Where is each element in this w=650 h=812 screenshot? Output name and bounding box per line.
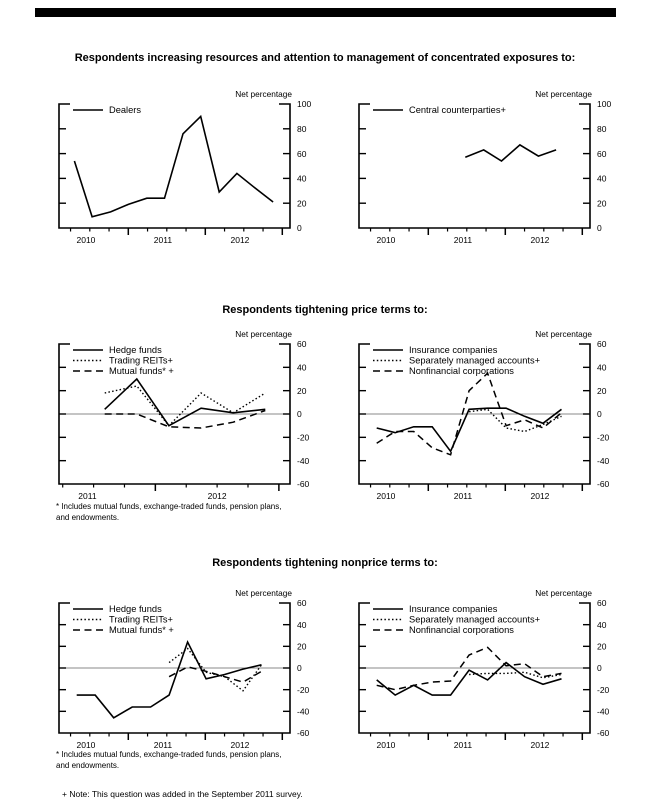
svg-text:2012: 2012 <box>530 740 550 750</box>
series-line <box>169 667 261 682</box>
svg-text:0: 0 <box>297 409 302 420</box>
footnote-line: * Includes mutual funds, exchange-traded funds, pension plans, <box>56 502 282 511</box>
svg-text:2012: 2012 <box>230 740 250 750</box>
svg-text:2011: 2011 <box>453 235 473 245</box>
footnote-line: and endowments. <box>56 761 120 770</box>
svg-text:-20: -20 <box>297 684 310 695</box>
svg-text:Insurance companies: Insurance companies <box>409 604 498 615</box>
svg-text:2012: 2012 <box>530 491 550 501</box>
svg-text:0: 0 <box>597 223 602 234</box>
svg-text:Net percentage: Net percentage <box>235 588 292 598</box>
series-line <box>377 663 562 696</box>
svg-text:Hedge funds: Hedge funds <box>109 345 162 356</box>
svg-text:40: 40 <box>297 362 307 373</box>
svg-text:2010: 2010 <box>76 740 96 750</box>
svg-text:-20: -20 <box>597 432 610 443</box>
svg-text:Separately managed accounts+: Separately managed accounts+ <box>409 614 541 625</box>
svg-text:40: 40 <box>597 362 607 373</box>
footnote-line: and endowments. <box>56 513 120 522</box>
svg-text:-60: -60 <box>597 728 610 739</box>
svg-text:Nonfinancial corporations: Nonfinancial corporations <box>409 366 514 377</box>
chart-price-terms-institutions <box>359 329 610 501</box>
svg-text:0: 0 <box>297 663 302 674</box>
svg-text:2011: 2011 <box>453 491 473 501</box>
note-september-2011-survey: + Note: This question was added in the September 2011 survey. <box>62 789 303 799</box>
svg-text:0: 0 <box>597 663 602 674</box>
svg-text:2010: 2010 <box>76 235 96 245</box>
svg-text:100: 100 <box>297 99 312 110</box>
svg-text:Trading REITs+: Trading REITs+ <box>109 355 173 366</box>
svg-text:Separately managed accounts+: Separately managed accounts+ <box>409 355 541 366</box>
svg-text:2010: 2010 <box>376 491 396 501</box>
svg-text:2010: 2010 <box>376 740 396 750</box>
svg-text:-40: -40 <box>297 706 310 717</box>
svg-text:Mutual funds* +: Mutual funds* + <box>109 625 174 636</box>
footnote-price-terms <box>56 501 281 523</box>
svg-text:Dealers: Dealers <box>109 105 142 116</box>
svg-text:60: 60 <box>297 339 307 350</box>
chart-concentrated-exposures-dealers <box>59 89 311 245</box>
svg-text:-60: -60 <box>297 728 310 739</box>
svg-text:Net percentage: Net percentage <box>235 89 292 99</box>
svg-text:60: 60 <box>297 148 307 159</box>
svg-text:Net percentage: Net percentage <box>535 329 592 339</box>
svg-text:2011: 2011 <box>153 740 173 750</box>
svg-text:40: 40 <box>297 173 307 184</box>
svg-text:20: 20 <box>297 641 307 652</box>
svg-text:Insurance companies: Insurance companies <box>409 345 498 356</box>
svg-text:2011: 2011 <box>153 235 173 245</box>
svg-text:60: 60 <box>297 598 307 609</box>
svg-text:60: 60 <box>597 339 607 350</box>
svg-text:20: 20 <box>297 198 307 209</box>
series-line <box>77 642 262 718</box>
svg-text:-40: -40 <box>597 706 610 717</box>
svg-text:-20: -20 <box>297 432 310 443</box>
svg-text:2011: 2011 <box>78 491 97 501</box>
series-line <box>105 411 266 429</box>
svg-text:60: 60 <box>597 598 607 609</box>
svg-text:Central counterparties+: Central counterparties+ <box>409 105 506 116</box>
svg-text:Hedge funds: Hedge funds <box>109 604 162 615</box>
svg-text:2011: 2011 <box>453 740 473 750</box>
svg-text:20: 20 <box>597 198 607 209</box>
svg-text:-60: -60 <box>597 479 610 490</box>
svg-text:40: 40 <box>597 619 607 630</box>
svg-text:2012: 2012 <box>207 491 227 501</box>
section-title-price-terms: Respondents tightening price terms to: <box>222 304 428 316</box>
svg-text:Net percentage: Net percentage <box>235 329 292 339</box>
svg-text:60: 60 <box>597 148 607 159</box>
svg-text:20: 20 <box>597 641 607 652</box>
svg-text:-60: -60 <box>297 479 310 490</box>
svg-text:80: 80 <box>297 124 307 134</box>
series-line <box>377 408 562 451</box>
svg-text:Net percentage: Net percentage <box>535 588 592 598</box>
svg-text:Nonfinancial corporations: Nonfinancial corporations <box>409 625 514 636</box>
chart-nonprice-terms-institutions <box>359 588 610 750</box>
svg-text:40: 40 <box>297 619 307 630</box>
chart-price-terms-funds <box>59 329 310 501</box>
svg-text:20: 20 <box>597 385 607 396</box>
svg-text:Trading REITs+: Trading REITs+ <box>109 614 173 625</box>
svg-text:Mutual funds* +: Mutual funds* + <box>109 366 174 377</box>
svg-text:2012: 2012 <box>530 235 550 245</box>
svg-text:Net percentage: Net percentage <box>535 89 592 99</box>
svg-text:-40: -40 <box>597 455 610 466</box>
svg-text:-20: -20 <box>597 684 610 695</box>
footnote-nonprice-terms <box>56 749 281 771</box>
footnote-line: * Includes mutual funds, exchange-traded funds, pension plans, <box>56 750 282 759</box>
svg-text:-40: -40 <box>297 455 310 466</box>
svg-text:2012: 2012 <box>230 235 250 245</box>
chart-concentrated-exposures-central-counterparties <box>359 89 611 245</box>
section-title-concentrated-exposures: Respondents increasing resources and attention to management of concentrated exposures to: <box>74 52 576 64</box>
series-line <box>465 145 556 161</box>
svg-text:20: 20 <box>297 385 307 396</box>
svg-text:2010: 2010 <box>376 235 396 245</box>
svg-text:100: 100 <box>597 99 612 110</box>
section-title-nonprice-terms: Respondents tightening nonprice terms to: <box>212 557 438 569</box>
series-line <box>377 647 562 689</box>
svg-text:0: 0 <box>597 409 602 420</box>
series-line <box>74 116 273 216</box>
svg-text:80: 80 <box>597 124 607 134</box>
svg-text:40: 40 <box>597 173 607 184</box>
svg-text:0: 0 <box>297 223 302 234</box>
chart-nonprice-terms-funds <box>59 588 310 750</box>
